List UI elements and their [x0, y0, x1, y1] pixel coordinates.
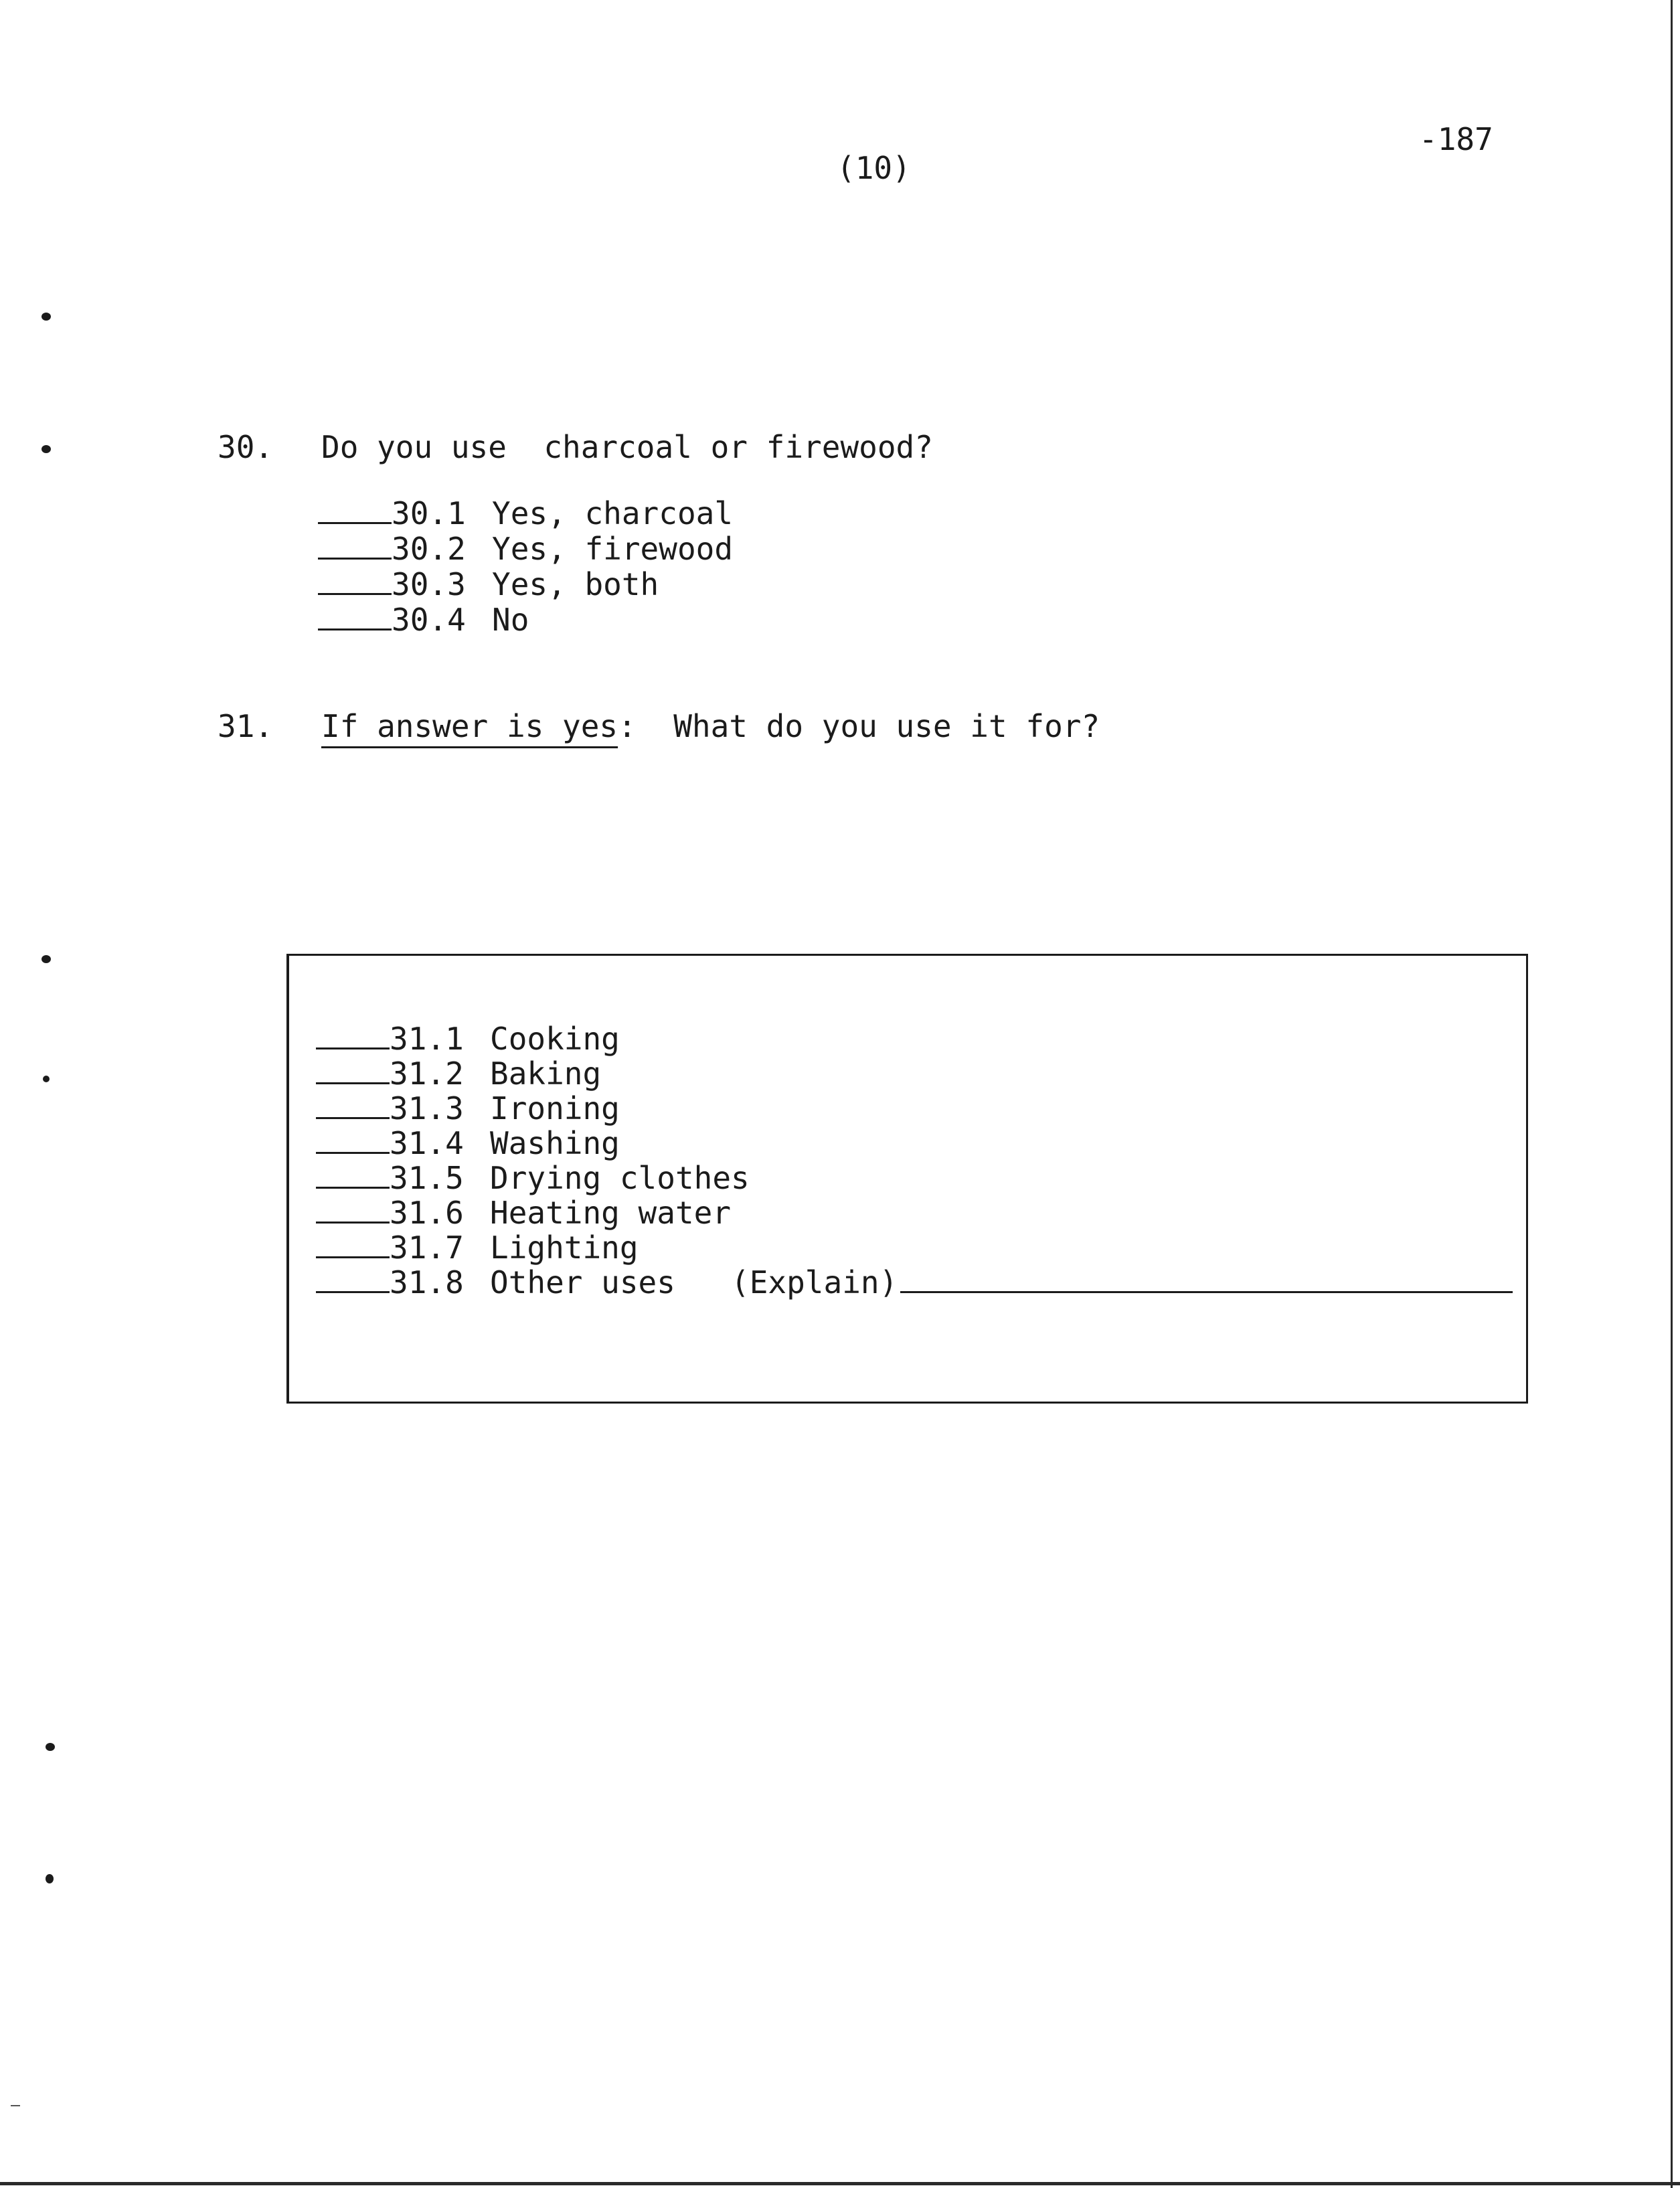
section-number: (10) [837, 150, 911, 186]
answer-blank[interactable] [316, 1021, 390, 1049]
binder-mark [46, 1874, 54, 1883]
answer-blank[interactable] [318, 531, 392, 560]
option-code: 31.3 [390, 1090, 464, 1126]
answer-blank[interactable] [316, 1195, 390, 1224]
option-30-4[interactable] [318, 602, 529, 637]
binder-mark [46, 1743, 55, 1751]
answer-blank[interactable] [318, 495, 392, 524]
answer-blank[interactable] [316, 1125, 390, 1154]
page-bottom-edge [0, 2182, 1680, 2185]
option-31-7[interactable] [316, 1230, 639, 1264]
answer-blank[interactable] [316, 1090, 390, 1119]
option-30-2[interactable] [318, 531, 733, 566]
option-30-3[interactable] [318, 566, 659, 601]
option-label: Other uses (Explain) [490, 1264, 898, 1300]
option-code: 31.2 [390, 1056, 464, 1092]
option-label: Yes, charcoal [492, 495, 734, 531]
page-number: -187 [1419, 121, 1493, 157]
option-label: Ironing [490, 1090, 620, 1126]
answer-blank[interactable] [318, 602, 392, 630]
option-code: 31.1 [390, 1021, 464, 1057]
binder-mark [43, 1076, 50, 1082]
page-right-edge [1671, 0, 1673, 2188]
question-31-condition: If answer is yes [321, 708, 618, 744]
option-code: 31.4 [390, 1125, 464, 1161]
option-code: 31.6 [390, 1195, 464, 1231]
question-31-text [321, 708, 1100, 744]
question-30-text: Do you use charcoal or firewood? [321, 429, 933, 465]
answer-blank[interactable] [316, 1264, 390, 1293]
option-31-8[interactable] [316, 1264, 1513, 1299]
answer-blank[interactable] [316, 1230, 390, 1258]
option-label: Heating water [490, 1195, 732, 1231]
option-code: 30.3 [392, 566, 466, 602]
option-31-2[interactable] [316, 1056, 601, 1090]
question-30-number: 30. [218, 429, 274, 465]
explain-field[interactable] [900, 1264, 1513, 1293]
option-31-6[interactable] [316, 1195, 731, 1230]
option-30-1[interactable] [318, 495, 733, 530]
option-code: 30.4 [392, 602, 466, 638]
option-label: Yes, firewood [492, 531, 734, 567]
question-31-number: 31. [218, 708, 274, 744]
stray-mark [11, 2105, 20, 2106]
binder-mark [41, 313, 51, 321]
answer-blank[interactable] [316, 1160, 390, 1189]
option-label: Drying clothes [490, 1160, 750, 1196]
option-label: Cooking [490, 1021, 620, 1057]
option-label: Lighting [490, 1230, 639, 1266]
answer-blank[interactable] [316, 1056, 390, 1084]
binder-mark [41, 955, 51, 963]
answer-blank[interactable] [318, 566, 392, 595]
option-code: 31.8 [390, 1264, 464, 1300]
option-label: Yes, both [492, 566, 659, 602]
question-31-prompt: : What do you use it for? [618, 708, 1100, 744]
option-code: 31.5 [390, 1160, 464, 1196]
option-31-5[interactable] [316, 1160, 750, 1195]
option-code: 31.7 [390, 1230, 464, 1266]
option-code: 30.1 [392, 495, 466, 531]
option-label: Washing [490, 1125, 620, 1161]
option-31-1[interactable] [316, 1021, 620, 1056]
option-code: 30.2 [392, 531, 466, 567]
option-31-3[interactable] [316, 1090, 620, 1125]
binder-mark [41, 445, 51, 453]
option-label: No [492, 602, 529, 638]
option-31-4[interactable] [316, 1125, 620, 1160]
option-label: Baking [490, 1056, 602, 1092]
